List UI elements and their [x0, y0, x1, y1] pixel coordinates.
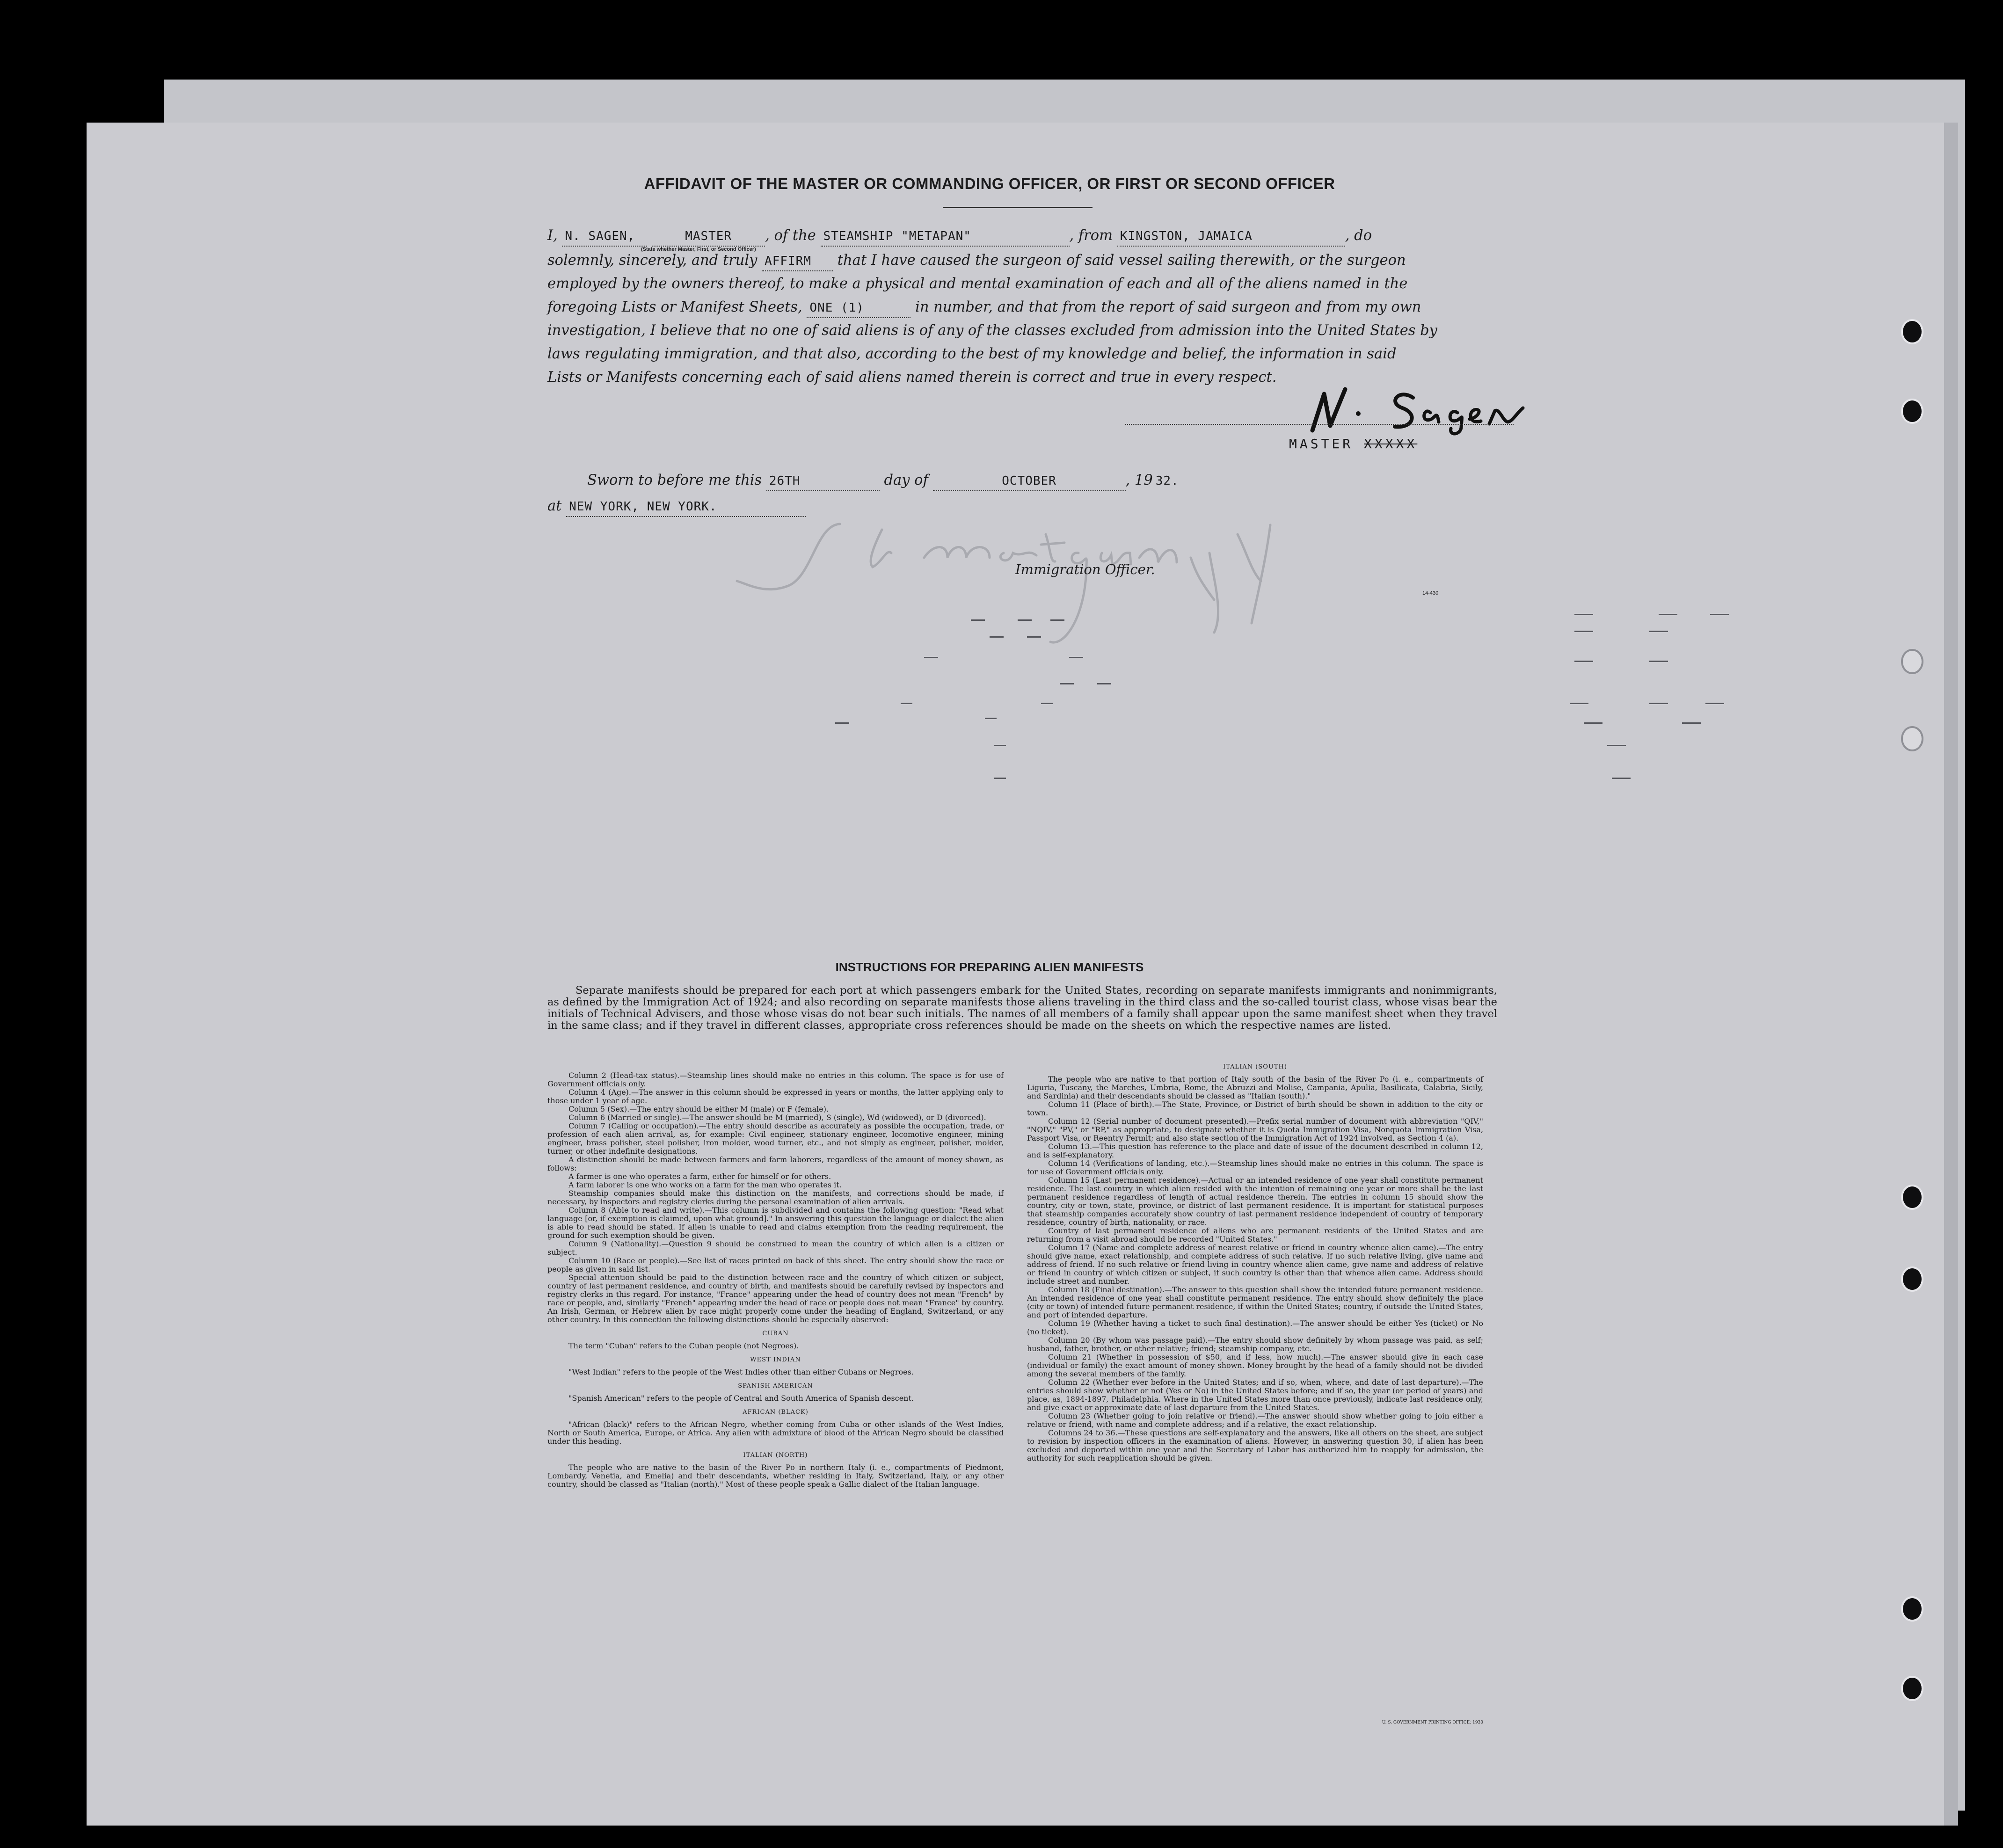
master-title: MASTER — [1289, 436, 1354, 451]
sworn-month: OCTOBER — [933, 472, 1126, 491]
printer-imprint: U. S. GOVERNMENT PRINTING OFFICE: 1930 — [1382, 1720, 1483, 1725]
instruction-paragraph: The term "Cuban" refers to the Cuban people (not Negroes). — [568, 1341, 799, 1350]
vessel-name: STEAMSHIP "METAPAN" — [821, 227, 1070, 247]
sworn-line — [587, 471, 1560, 491]
affidavit-line-5: investigation, I believe that no one of said aliens is of any of the classes excluded from admission into the United States by — [547, 322, 1437, 339]
instruction-paragraph: Column 15 (Last permanent residence).—Actual or an intended residence of one year shall constitute permanent residence. The last country in which alien resided with the intention of remaining one year or more shall be the last permanent residence regardless of length of actual residence therein. The entries in column 15 should show the country, city or town, state, province, or district of last permanent residence. It is important for statistical purposes that steamship companies accurately show country of last permanent residence independent of country of temporary residence, country of birth, nationality, or race. — [1027, 1176, 1483, 1227]
sworn-text: Sworn to before me this — [587, 472, 762, 488]
instruction-paragraph: Column 10 (Race or people).—See list of races printed on back of this sheet. The entry should show the race or people as given in said list. — [547, 1256, 1004, 1273]
binder-hole — [1901, 649, 1923, 674]
affidavit-text: solemnly, sincerely, and truly — [547, 252, 757, 269]
affiant-name: N. SAGEN, — [562, 227, 647, 247]
at-text: at — [547, 498, 562, 514]
instructions-right-column — [1027, 1063, 1483, 1725]
signer-title — [1289, 436, 1417, 451]
instruction-paragraph: "African (black)" refers to the African Negro, whether coming from Cuba or other islands of the West Indies, North or South America, Europe, or Africa. Any alien with admixture of blood of the African Negro should be classified under this heading. — [547, 1420, 1004, 1446]
instruction-paragraph: Special attention should be paid to the distinction between race and the country of which citizen or subject, country of last permanent residence, and country of birth, and manifests should be carefully revised by inspectors and registry clerks in this regard. For instance, "France" appearing under the head of country does not mean "French" by race or people, and, similarly "French" appearing under the head of race or people does not mean "France" by country. An Irish, German, or Hebrew alien by race might properly come under the heading of England, Switzerland, or any other country. In this connection the following distinctions should be especially observed: — [547, 1273, 1004, 1324]
instruction-paragraph: Steamship companies should make this distinction on the manifests, and corrections should be made, if necessary, by inspectors and registry clerks during the personal examination of alien arrivals. — [547, 1189, 1004, 1206]
instructions-left-column — [547, 1071, 1004, 1489]
sheet-count: ONE (1) — [807, 298, 910, 318]
title-rule — [943, 207, 1093, 208]
instruction-paragraph: Column 21 (Whether in possession of $50, and if less, how much).—The answer should give in each case (individual or family) the exact amount of money shown. Money brought by the head of a family should not be divided among the several members of the family. — [1027, 1353, 1483, 1378]
instruction-paragraph: Column 12 (Serial number of document presented).—Prefix serial number of document with abbreviation "QIV," "NQIV," "PV," or "RP," as appropriate, to designate whether it is Quota Immigration Visa, Nonquota Immigration Visa, Passport Visa, or Reentry Permit; and also state section of the Immigration Act of 1924 involved, as Section 4 (a). — [1027, 1117, 1483, 1142]
instructions-title: INSTRUCTIONS FOR PREPARING ALIEN MANIFESTS — [835, 960, 1144, 974]
form-number: 14-430 — [1422, 590, 1439, 596]
instruction-paragraph: Column 7 (Calling or occupation).—The entry should describe as accurately as possible the occupation, trade, or profession of each alien arrival, as, for example: Civil engineer, stationary engineer, locomotive engineer, mining engineer, brass polisher, steel polisher, iron molder, wood turner, etc., and not simply as engineer, polisher, molder, turner, or other indefinite designations. — [547, 1121, 1004, 1156]
section-heading: ITALIAN (SOUTH) — [1223, 1063, 1287, 1070]
manifest-page — [87, 123, 1958, 1826]
sworn-place: NEW YORK, NEW YORK. — [566, 497, 806, 517]
instruction-paragraph: A farm laborer is one who works on a farm for the man who operates it. — [568, 1180, 842, 1189]
instruction-paragraph: Column 11 (Place of birth).—The State, Province, or District of birth should be shown in addition to the city or town. — [1027, 1100, 1483, 1117]
sworn-text: day of — [884, 472, 928, 488]
immigration-officer-caption: Immigration Officer. — [1015, 561, 1155, 577]
affidavit-line-7: Lists or Manifests concerning each of said aliens named therein is correct and true in every respect. — [547, 369, 1277, 386]
affidavit-title: AFFIDAVIT OF THE MASTER OR COMMANDING OFFICER, OR FIRST OR SECOND OFFICER — [644, 175, 1335, 192]
instruction-paragraph: Country of last permanent residence of aliens who are permanent residents of the United States and are returning from a visit abroad should be recorded "United States." — [1027, 1226, 1483, 1244]
affidavit-text: in number, and that from the report of said surgeon and from my own — [915, 299, 1421, 315]
instruction-paragraph: The people who are native to the basin of the River Po in northern Italy (i. e., compartments of Piedmont, Lombardy, Venetia, and Emelia) and their descendants, whether residing in Italy, Switzerland, Italy, or any other country, should be classed as "Italian (north)." Most of these people speak a Gallic dialect of the Italian language. — [547, 1463, 1004, 1489]
affidavit-text: that I have caused the surgeon of said vessel sailing therewith, or the surgeon — [837, 252, 1406, 269]
binder-hole — [1901, 1185, 1923, 1210]
do-text: , do — [1345, 227, 1372, 244]
affidavit-line-4 — [547, 298, 1521, 318]
affidavit-line-6: laws regulating immigration, and that also, according to the best of my knowledge and belief, the information in said — [547, 346, 1397, 362]
sworn-year: 32. — [1155, 474, 1179, 488]
instruction-paragraph: The people who are native to that portion of Italy south of the basin of the River Po (i. e., compartments of Liguria, Tuscany, the Marches, Umbria, Rome, the Abruzzi and Molise, Campania, Apulia, Basilicata, Calabria, Sicily, and Sardinia) and their descendants should be classed as "Italian (south)." — [1027, 1075, 1483, 1100]
affidavit-text: foregoing Lists or Manifest Sheets, — [547, 299, 802, 315]
affidavit-line-1 — [547, 226, 1521, 247]
binder-hole — [1901, 319, 1923, 344]
from-text: , from — [1069, 227, 1113, 244]
instruction-paragraph: Column 9 (Nationality).—Question 9 should be construed to mean the country of which alien is a citizen or subject. — [547, 1239, 1004, 1257]
instruction-paragraph: Column 20 (By whom was passage paid).—The entry should show definitely by whom passage was paid, as self; husband, father, brother, or other relative; friend; steamship company, etc. — [1027, 1336, 1483, 1353]
instruction-paragraph: Column 18 (Final destination).—The answer to this question shall show the intended future permanent residence. An intended residence of one year shall constitute permanent residence. The entry should show definitely the place (city or town) of intended future permanent residence, if within the United States; country, if outside the United States, and port of intended departure. — [1027, 1285, 1483, 1319]
section-heading: WEST INDIAN — [750, 1356, 801, 1363]
of-the-text: , of the — [765, 227, 816, 244]
section-heading: ITALIAN (NORTH) — [743, 1452, 808, 1459]
departure-port: KINGSTON, JAMAICA — [1117, 227, 1345, 247]
master-signature — [1303, 375, 1565, 436]
binder-hole — [1901, 1596, 1923, 1622]
instruction-paragraph: A farmer is one who operates a farm, either for himself or for others. — [568, 1172, 831, 1181]
rank-caption: (State whether Master, First, or Second Officer) — [641, 247, 756, 252]
binder-hole — [1901, 1266, 1923, 1292]
section-heading: SPANISH AMERICAN — [738, 1382, 813, 1390]
instruction-paragraph: A distinction should be made between farmers and farm laborers, regardless of the amount of money shown, as follows: — [547, 1155, 1004, 1172]
page-edge — [1944, 123, 1958, 1826]
affiant-rank: MASTER — [652, 227, 765, 247]
affidavit-line-3: employed by the owners thereof, to make a physical and mental examination of each and all of the aliens named in the — [547, 276, 1408, 292]
instruction-paragraph: Column 2 (Head-tax status).—Steamship lines should make no entries in this column. The space is for use of Government officials only. — [547, 1071, 1004, 1088]
instruction-paragraph: Column 4 (Age).—The answer in this column should be expressed in years or months, the latter applying only to those under 1 year of age. — [547, 1088, 1004, 1105]
struck-title: XXXXX — [1364, 436, 1418, 451]
signature-line — [1125, 424, 1514, 425]
affirm-word: AFFIRM — [762, 252, 833, 271]
instruction-paragraph: Column 6 (Married or single).—The answer should be M (married), S (single), Wd (widowed), or D (divorced). — [568, 1113, 986, 1122]
instruction-paragraph: Columns 24 to 36.—These questions are self-explanatory and the answers, like all others on the sheet, are subject to revision by inspection officers in the examination of aliens. However, in answering question 30, if alien has been excluded and deported within one year and the Secretary of Labor has authorized him to reapply for admission, the authority for such reapplication should be given. — [1027, 1428, 1483, 1462]
binder-hole — [1901, 726, 1923, 751]
sworn-day: 26TH — [766, 472, 880, 491]
binder-hole — [1901, 399, 1923, 424]
instruction-paragraph: Column 23 (Whether going to join relative or friend).—The answer should show whether going to join either a relative or friend, with name and complete address; and if a relative, the exact relationship. — [1027, 1411, 1483, 1429]
instruction-paragraph: Column 14 (Verifications of landing, etc.).—Steamship lines should make no entries in this column. The space is for use of Government officials only. — [1027, 1159, 1483, 1176]
immigration-officer-signature — [728, 506, 1373, 651]
binder-hole — [1901, 1676, 1923, 1701]
instruction-paragraph: "Spanish American" refers to the people of Central and South America of Spanish descent. — [568, 1394, 914, 1403]
instruction-paragraph: "West Indian" refers to the people of the West Indies other than either Cubans or Negroes. — [568, 1368, 914, 1376]
section-heading: CUBAN — [762, 1330, 789, 1337]
affidavit-line-2 — [547, 251, 1521, 271]
section-heading: AFRICAN (BLACK) — [743, 1409, 808, 1416]
instruction-paragraph: Column 22 (Whether ever before in the United States; and if so, when, where, and date of last departure).—The entries should show whether or not (Yes or No) in the United States before; and if so, the year (or period of years) and place, as, 1894-1897, Philadelphia. Where in the United States more than once previously, indicate last residence only, and give exact or approximate date of last departure from the United States. — [1027, 1378, 1483, 1412]
sworn-text: , 19 — [1125, 472, 1153, 488]
instruction-paragraph: Column 17 (Name and complete address of nearest relative or friend in country whence alien came).—The entry should give name, exact relationship, and complete address of such relative. If no such relative living, give name and address of friend. If no such relative or friend living in country whence alien came, give name and address of relative or friend in country of which citizen or subject, if such country is other than that whence alien came. Address should include street and number. — [1027, 1243, 1483, 1286]
instructions-intro: Separate manifests should be prepared for each port at which passengers embark for the United States, recording on separate manifests immigrants and nonimmigrants, as defined by the Immigration Act of 1924; and also recording on separate manifests those aliens traveling in the third class and the so-called tourist class, whose visas bear the initials of Technical Advisers, and those whose visas do not bear such initials. The names of all members of a family shall appear upon the same manifest sheet when they travel in the same class; and if they travel in different classes, appropriate cross references should be made on the sheets on which the respective names are listed. — [547, 984, 1497, 1032]
instruction-paragraph: Column 13.—This question has reference to the place and date of issue of the document described in column 12, and is self-explanatory. — [1027, 1142, 1483, 1159]
instruction-paragraph: Column 5 (Sex).—The entry should be either M (male) or F (female). — [568, 1105, 829, 1113]
instruction-paragraph: Column 19 (Whether having a ticket to such final destination).—The answer should be either Yes (ticket) or No (no ticket). — [1027, 1319, 1483, 1336]
instruction-paragraph: Column 8 (Able to read and write).—This column is subdivided and contains the following question: "Read what language [or, if exemption is claimed, upon what ground]." In answering this question the language or dialect the alien is able to read should be stated. If alien is unable to read and claims exemption from the reading requirement, the ground for such exemption should be given. — [547, 1206, 1004, 1240]
affiant-prefix: I, — [547, 227, 558, 244]
